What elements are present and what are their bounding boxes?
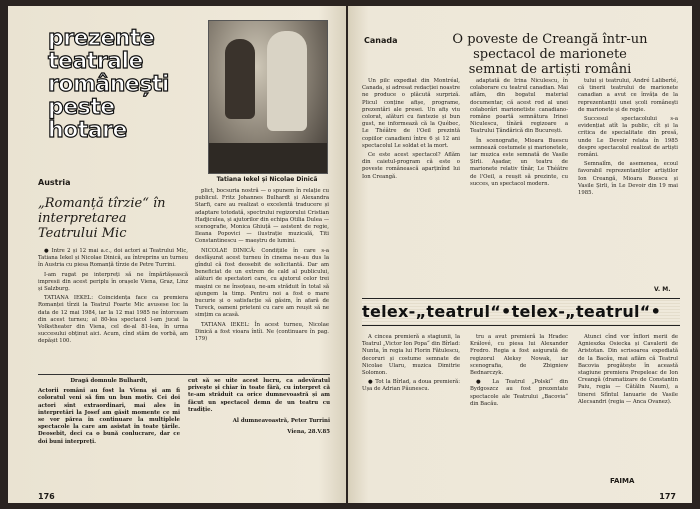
page-title: [48, 28, 198, 143]
paragraph: În scenografie, Mioara Buescu semnează costumele și marionetele, iar muzica este semnată de Vasile Șirli. Așadar, un teatru de marionete relativ tînăr, Le Théâtre de l'Oeil, a reușit să prezinte, cu succes, un spectacol modern.: [470, 137, 568, 187]
article-column: [578, 78, 678, 199]
paragraph: NICOLAE DINICĂ: Condițiile în care s-a desfășurat acest turneu în cinema ne-au dus la gîndul că fost deosebit de solicitantă. Dar am beneficiat de un extrem de cald al publicului, alături de spectatori care, cu ajutorul celor trei mașini ce ne însoțeau, ne-am străduit în total să ajungem la timp. Pentru noi a fost o mare bucurie și o satisfacție să găsim, în afară de Tureck, oameni prieteni cu care am reușit să ne simțim ca acasă.: [195, 247, 329, 319]
letter-closing: Al dumneavoastră, Peter Turrini: [232, 418, 330, 425]
title-line: teatrale: [48, 49, 143, 74]
paragraph: TATIANA IEKEL: Coincidența face ca premiera Romanței tîrzii la Teatrul Foarte Mic avusese loc la data de 12 mai 1984, iar la 12 mai 1985 ne întorceam din acest turneu; al 80-lea spectacol l-am jucat la Volkstheater din Viena, cel de-al 81-lea, în urma succesului obținut aici. Acum, cînd stăm de vorbă, am depășit 100.: [38, 295, 188, 345]
title-line: hotare: [48, 118, 127, 143]
paragraph: plict, bocsuria nostră — o spunem în relație cu publicul. Fritz Johannes Bulhardt și Alexandra Starfi, care au realizat o excelentă traducere și adaptare totodată, spectrului regizorului Cristian Hadjiculea, și ajutorilor din echipa Otilia Dulea — scenografie, Monica Ghiuță — asistent de regie, Ileana Popovici — ilustrație muzicală, Titi Constantinescu — maeștru de lumini.: [195, 188, 329, 245]
author-signature: FAIMA: [610, 477, 635, 485]
telex-banner: telex-„teatrul“•telex-„teatrul“•: [362, 298, 680, 326]
divider: [38, 374, 330, 375]
article-column: [362, 78, 460, 183]
letter-body: cut să se uite acest lucru, ca adevăratul privește și chiar în toate fără, cu interpret că te-am străduit ca orice dumnevoastră și am făcut un spectacol demn de un teatru cu tradiție.: [188, 378, 330, 413]
letter-column: [38, 378, 180, 446]
article-column: [38, 248, 188, 348]
article-title: O poveste de Creangă într-un spectacol de marionete semnat de artiști români: [452, 32, 648, 77]
paragraph: I-am rugat pe interpreți să ne împărtășească impresii din acest periplu în orașele Viena, Graz, Linz și Salzburg.: [38, 271, 188, 293]
letter-greeting: Dragă domnule Bulhardt,: [70, 378, 148, 384]
paragraph: TATIANA IEKEL: În acest turneu, Nicolae Dinică a fost vioara întîi. Ne (continuare în pag. 179): [195, 321, 329, 343]
article-subhead: „Romanță tîrzie“ în interpretarea Teatrului Mic: [38, 196, 166, 241]
paragraph: tului și teatrului, André Laliberté, că tinerii teatrului de marionete canadian a avut ce învăța de la reprezentanții unei școli româneşti de marionete și de regie.: [578, 78, 678, 113]
paragraph: tru a avut premieră la Hradec Králové, cu piesa lui Alexander Fredro. Regia a fost asigurată de regizorul Aleksy Nowak, iar scenografia, de Zbigniew Bednarczyk.: [470, 334, 568, 377]
title-line: prezente: [48, 26, 155, 51]
paragraph: Semnalîm, de asemenea, ecoul favorabil reprezentanților artiștilor Ion Creangă, Mioara Buescu și Vasile Șirli, în Le Devoir din 19 mai 1985.: [578, 161, 678, 197]
paragraph: A cincea premieră a stagiunii, la Teatrul „Victor Ion Popa“ din Bîrlad: Nunta, în regia lui Florin Fătulescu, decoruri și costume semnate de Nicolae Ularu, muzica Dimitrie Solomon.: [362, 334, 460, 377]
photo-caption: Tatiana Iekel și Nicolae Dinică: [216, 176, 318, 183]
paragraph: Ce este acest spectacol? Aflăm din caietul-program că este o poveste românească aparținînd lui Ion Creangă.: [362, 152, 460, 180]
left-page: [8, 6, 346, 503]
article-column: [195, 188, 329, 345]
article-column: [470, 78, 568, 190]
news-column: [362, 334, 460, 396]
stage-floor: [209, 143, 327, 173]
title-line: peste: [48, 95, 115, 120]
page-number: 176: [38, 492, 55, 501]
paragraph: Succesul spectacolului s-a evidențiat atît la public, cît și la critica de specialitate din presă, unde Le Devoir relata în 1985 despre spectacolul realizat de artiști români.: [578, 116, 678, 159]
letter-body: Actorii români au fost la Viena și am fi coloratul veni să fim un bun motiv. Cei doi actori sînt extraordinari, mai ales în interpretări la Josef am găsit momente ce mi se vor părea în continuare la multiplele spectacole la care am asistat în toate țările. Deosebit, deci ca o bună conlucrare, dar ce doi buni interpreți.: [38, 388, 180, 445]
right-page: [348, 6, 692, 503]
paragraph: adaptată de Irina Niculescu, în colaborare cu teatrul canadian. Mai aflăm, din bogatul material documentar, că acest rod al unei colaborări marionetiste canadiano-române poartă semnătura Irinei Niculescu, tînără regizoare a Teatrului Țăndărică din București.: [470, 78, 568, 135]
letter-column: [188, 378, 330, 436]
actor-figure-right: [267, 31, 307, 131]
author-initials: V. M.: [654, 286, 671, 293]
actors-photo: [208, 20, 328, 174]
letter-place-date: Viena, 28.V.85: [287, 429, 330, 436]
paragraph: Un pilc expediat din Montréal, Canada, și adresat redacției noastre ne produce o plăcută surpriză. Plicul conține afișe, programe, prezentări ale presei. Un afiș viu colorat, alături cu fantezie și bun gust, ne informează că la Québec, Le Théâtre de l'Oeil prezintă copiilor canadieni între 6 și 12 ani spectacolul Le soldat et la mort.: [362, 78, 460, 149]
paragraph: Atunci cînd vor înflori merii de Agnieszka Osiecka și Cavalerii de Aristotan. Din scrisoarea expediată de la Bacău, mai aflăm că Teatrul Bacovia pregătește în această stagiune premiera Prepeleac de Ion Creangă (dramatizare de Constantin Paiu, regia — Cătălin Naum), a tinerei Sfîntul Ianuarie de Vasile Alecsandri (regia — Anca Ovanez).: [578, 334, 678, 405]
section-country: Austria: [38, 178, 71, 187]
news-column: [578, 334, 678, 408]
paragraph: ● La Teatrul „Polski“ din Bydgoszcz au fost prezentate spectacole ale Teatrului „Bacovia“ din Bacău.: [470, 379, 568, 407]
section-country: Canada: [364, 36, 398, 45]
actor-figure-left: [225, 39, 255, 119]
paragraph: ● Intre 2 și 12 mai a.c., doi actori ai Teatrului Mic, Tatiana Iekel și Nicolae Dinică, au întreprins un turneu în Austria cu piesa Romanță tîrzie de Petre Turrini.: [38, 248, 188, 269]
paragraph: ● Tot la Bîrlad, a doua premieră: Ușa de Adrian Păunescu.: [362, 379, 460, 393]
page-number: 177: [659, 492, 676, 501]
title-line: românești: [48, 72, 169, 97]
news-column: [470, 334, 568, 410]
